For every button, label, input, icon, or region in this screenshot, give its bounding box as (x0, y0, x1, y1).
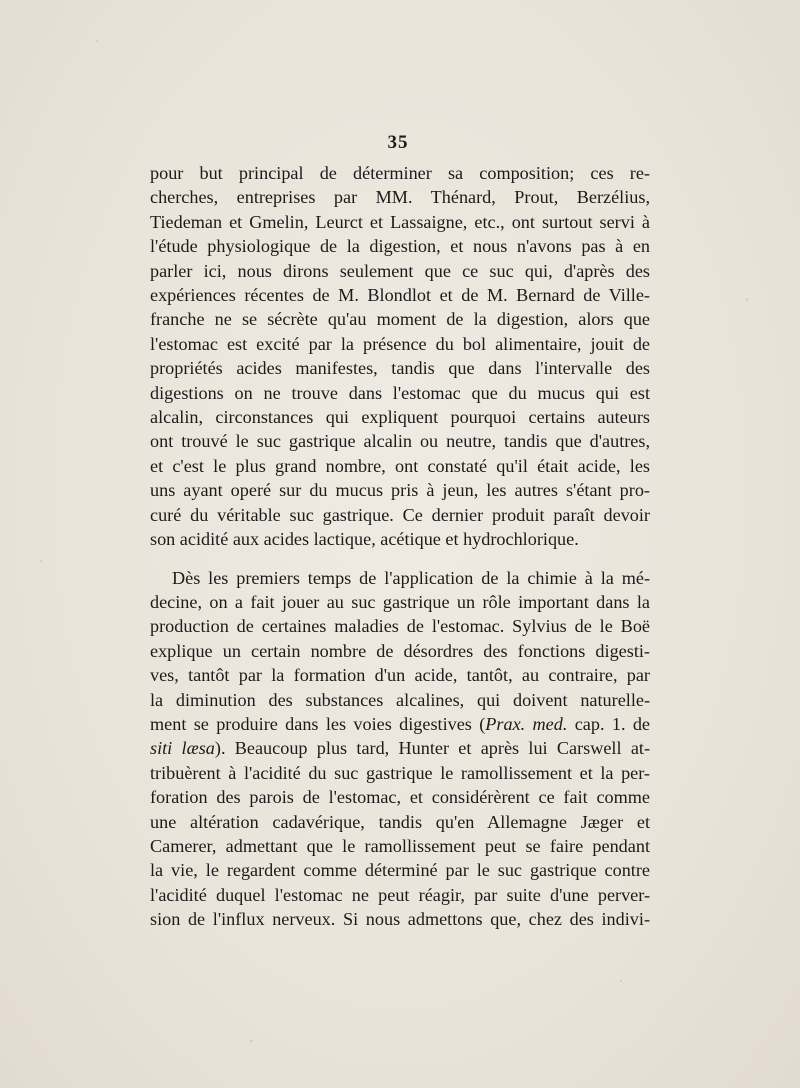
paper-speck (746, 298, 748, 301)
text-line: Tiedeman et Gmelin, Leurct et Lassaigne, etc., ont surtout servi à (150, 211, 650, 232)
text-line: la diminution des substances alcalines, qui doivent naturelle- (150, 689, 650, 710)
text-line-citation (150, 736, 650, 760)
text-line: la vie, le regardent comme déterminé par le suc gastrique contre (150, 860, 650, 881)
text-line: l'acidité duquel l'estomac ne peut réagir, par suite d'une perver- (150, 884, 650, 905)
text-line: propriétés acides manifestes, tandis que dans l'intervalle des (150, 358, 650, 379)
paper-speck (40, 560, 42, 562)
paragraph-2 (150, 566, 650, 932)
text-line: sion de l'influx nerveux. Si nous admettons que, chez des indivi- (150, 909, 650, 930)
paragraph-1 (150, 161, 650, 552)
citation-text-after: cap. 1. de (567, 713, 650, 734)
text-line: alcalin, circonstances qui expliquent pourquoi certains auteurs (150, 407, 650, 428)
text-line: cherches, entreprises par MM. Thénard, Prout, Berzélius, (150, 187, 650, 208)
text-line: ves, tantôt par la formation d'un acide, tantôt, au contraire, par (150, 665, 650, 686)
text-line-citation (150, 712, 650, 736)
text-line: pour but principal de déterminer sa composition; ces re- (150, 163, 650, 183)
citation-title: siti læsa (150, 738, 215, 759)
text-line: Camerer, admettant que le ramollissement peut se faire pendant (150, 835, 650, 856)
text-line: foration des parois de l'estomac, et considérèrent ce fait comme (150, 787, 650, 808)
paper-speck (96, 40, 98, 42)
citation-text-after: ). Beaucoup plus tard, Hunter et après lui Carswell at- (214, 738, 650, 759)
text-line: franche ne se sécrète qu'au moment de la digestion, alors que (150, 309, 650, 330)
text-line: ont trouvé le suc gastrique alcalin ou neutre, tandis que d'autres, (150, 431, 650, 452)
text-line: une altération cadavérique, tandis qu'en Allemagne Jæger et (150, 811, 650, 832)
text-line: explique un certain nombre de désordres des fonctions digesti- (150, 640, 650, 661)
text-line: decine, on a fait jouer au suc gastrique un rôle important dans la (150, 591, 650, 612)
text-line: parler ici, nous dirons seulement que ce suc qui, d'après des (150, 260, 650, 281)
text-line: son acidité aux acides lactique, acétique et hydrochlorique. (150, 529, 579, 550)
citation-title: Prax. med. (485, 713, 568, 734)
text-line: digestions on ne trouve dans l'estomac que du mucus qui est (150, 382, 650, 403)
text-line: curé du véritable suc gastrique. Ce dernier produit paraît devoir (150, 504, 650, 525)
text-line: Dès les premiers temps de l'application de la chimie à la mé- (172, 567, 650, 588)
text-line: production de certaines maladies de l'estomac. Sylvius de le Boë (150, 616, 650, 637)
text-line: tribuèrent à l'acidité du suc gastrique le ramollissement et la per- (150, 762, 650, 783)
page-number: 35 (387, 132, 409, 153)
text-line: l'étude physiologique de la digestion, et nous n'avons pas à en (150, 236, 650, 257)
text-line: expériences récentes de M. Blondlot et de M. Bernard de Ville- (150, 285, 650, 306)
body-text (150, 161, 650, 932)
paper-speck (620, 980, 622, 982)
text-line: l'estomac est excité par la présence du bol alimentaire, jouit de (150, 333, 650, 354)
text-line: et c'est le plus grand nombre, ont constaté qu'il était acide, les (150, 455, 650, 476)
citation-text-before: ment se produire dans les voies digestives ( (150, 713, 486, 734)
text-line: uns ayant operé sur du mucus pris à jeun, les autres s'étant pro- (150, 480, 650, 501)
paper-speck (250, 1040, 253, 1042)
